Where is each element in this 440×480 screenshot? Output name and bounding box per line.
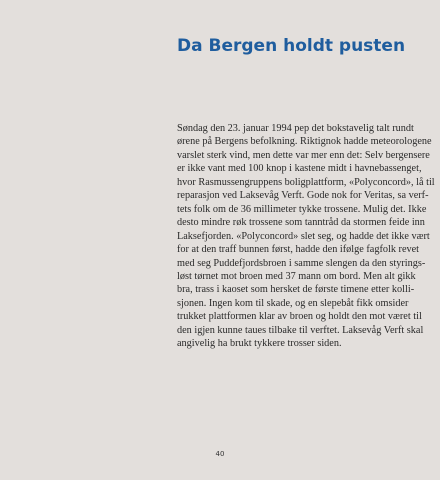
body-line: hvor Rasmussengruppens boligplattform, «Polyconcord», lå til bbox=[177, 176, 435, 188]
body-line: Laksefjorden. «Polyconcord» slet seg, og hadde det ikke vært bbox=[177, 230, 430, 242]
body-paragraph bbox=[177, 122, 435, 351]
body-line: sjonen. Ingen kom til skade, og en slepebåt fikk omsider bbox=[177, 297, 409, 309]
body-line: Søndag den 23. januar 1994 pep det bokstavelig talt rundt bbox=[177, 123, 414, 134]
body-line: angivelig ha brukt tykkere trosser siden. bbox=[177, 338, 342, 350]
body-line: er ikke vant med 100 knop i kastene midt i havnebassenget, bbox=[177, 163, 422, 175]
page-number: 40 bbox=[215, 450, 225, 458]
body-line: ørene på Bergens befolkning. Riktignok hadde meteorologene bbox=[177, 136, 432, 148]
body-line: desto mindre røk trossene som tanntråd da stormen feide inn bbox=[177, 217, 425, 229]
body-line: tets folk om de 36 millimeter tykke trossene. Mulig det. Ikke bbox=[177, 203, 427, 215]
body-line: løst tørnet mot broen med 37 mann om bord. Men alt gikk bbox=[177, 270, 416, 282]
body-line: for at den traff bunnen først, hadde den ifølge fagfolk revet bbox=[177, 244, 420, 256]
chapter-title: Da Bergen holdt pusten bbox=[177, 36, 406, 56]
body-line: varslet sterk vind, men dette var mer enn det: Selv bergensere bbox=[177, 149, 430, 161]
body-line: reparasjon ved Laksevåg Verft. Gode nok for Veritas, sa verf- bbox=[177, 190, 429, 202]
body-line: med seg Puddefjordsbroen i samme slengen da den styrings- bbox=[177, 257, 426, 269]
body-line: den igjen kunne taues tilbake til verftet. Laksevåg Verft skal bbox=[177, 324, 424, 336]
body-line: bra, trass i kaoset som hersket de første timene etter kolli- bbox=[177, 284, 415, 296]
body-line: trukket plattformen klar av broen og holdt den mot været til bbox=[177, 311, 422, 323]
